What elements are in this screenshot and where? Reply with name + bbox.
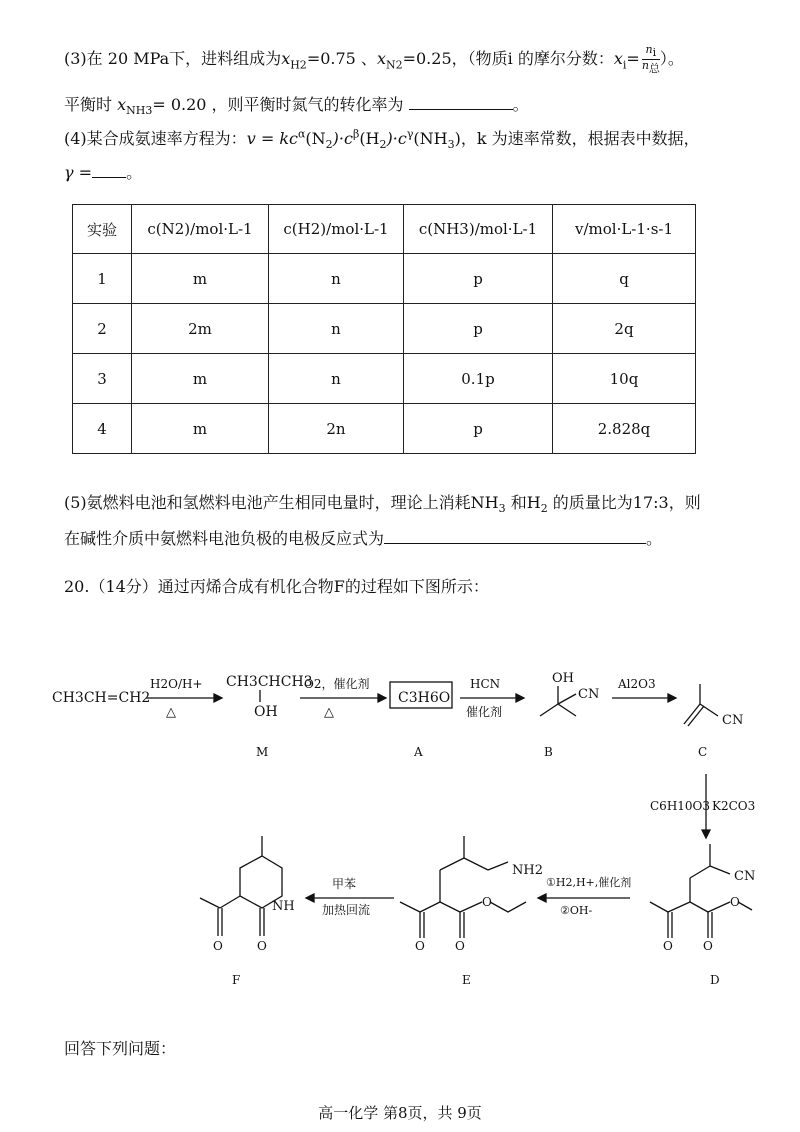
arrow7-solvent: 甲苯 <box>332 877 357 891</box>
m-hydroxyl: OH <box>254 704 278 720</box>
table-header-row <box>73 205 696 254</box>
label-f: F <box>232 973 241 987</box>
q4-line1: (4)某合成氨速率方程为：$v = kc^\alpha(N_2)\cdot c^\beta(H_2)\cdot c^\gamma(NH_3)$，k 为速率常数，根据表中数据， <box>64 127 700 152</box>
d-ester-o <box>708 902 730 912</box>
table-cell: 2q <box>553 304 696 354</box>
arrow1-head <box>214 694 222 702</box>
b-nitrile: CN <box>578 687 600 702</box>
d-nitrile: CN <box>734 869 756 884</box>
e-chain-2 <box>440 858 464 870</box>
answer-blank-conversion[interactable] <box>409 109 513 110</box>
table-cell: 3 <box>73 354 132 404</box>
arrow3-reagent: HCN <box>470 677 501 691</box>
propene-formula: CH3CH=CH2 <box>52 690 151 706</box>
arrow7-head <box>306 894 314 902</box>
arrow2-reagent: O2，催化剂 <box>304 677 370 691</box>
table-cell: 2.828q <box>553 404 696 454</box>
arrow2-condition: △ <box>324 705 334 720</box>
q4-line2: γ = 。 <box>64 163 143 182</box>
f-acyl-methyl <box>200 898 220 908</box>
arrow5-reagent: C6H10O3 <box>650 799 711 813</box>
f-acyl-bond <box>220 896 240 908</box>
table-header: c(NH3)/mol·L-1 <box>404 205 553 254</box>
e-ester-o-atom: O <box>482 895 492 909</box>
q3-line1: (3)在 20 MPa下，进料组成为$x_{H2}=0.75$ 、$x_{N2}=0.25$，（物质i 的摩尔分数：$x_i=$ $\frac{n_i}{n_总}$ ）。 <box>64 43 684 76</box>
mole-fraction: $\frac{n_i}{n_总}$ <box>641 43 660 76</box>
d-chain-2 <box>690 866 710 878</box>
b-cn-bond <box>558 694 576 704</box>
table-cell: m <box>132 404 269 454</box>
e-ester-co-o: O <box>455 939 465 953</box>
q3-line2: 平衡时 $x_{NH3}= 0.20$ ，则平衡时氮气的转化率为 。 <box>64 95 529 118</box>
answer-prompt: 回答下列问题： <box>64 1039 177 1058</box>
table-cell: m <box>132 254 269 304</box>
table-row <box>73 354 696 404</box>
arrow3-head <box>516 694 524 702</box>
arrow4-reagent: Al2O3 <box>618 677 656 691</box>
reaction-scheme <box>0 640 800 1000</box>
table-cell: 0.1p <box>404 354 553 404</box>
answer-blank-gamma[interactable] <box>92 177 126 178</box>
arrow1-condition: △ <box>166 705 176 720</box>
e-amine-bond <box>488 862 508 870</box>
arrow3-condition: 催化剂 <box>466 705 503 719</box>
q5-line2: 在碱性介质中氨燃料电池负极的电极反应式为 。 <box>64 529 663 548</box>
arrow2-head <box>378 694 386 702</box>
arrow1-reagent: H2O/H+ <box>150 677 203 691</box>
table-cell: p <box>404 304 553 354</box>
table-cell: n <box>269 354 404 404</box>
table-cell: 1 <box>73 254 132 304</box>
table-cell: n <box>269 254 404 304</box>
arrow6-reagent: ①H2,H+,催化剂 <box>546 876 632 889</box>
d-ketone-o: O <box>663 939 673 953</box>
table-cell: 4 <box>73 404 132 454</box>
arrow7-condition: 加热回流 <box>322 903 371 917</box>
e-ketone-o: O <box>415 939 425 953</box>
table-header: 实验 <box>73 205 132 254</box>
table-row <box>73 304 696 354</box>
label-e: E <box>462 973 471 987</box>
rate-data-table <box>72 204 696 454</box>
label-c: C <box>698 745 708 759</box>
table-cell: n <box>269 304 404 354</box>
arrow6-base: ②OH- <box>560 904 593 917</box>
e-chain-3 <box>464 858 488 870</box>
table-cell: 10q <box>553 354 696 404</box>
e-amine: NH2 <box>512 863 543 878</box>
q5-line1: (5)氨燃料电池和氢燃料电池产生相同电量时，理论上消耗$NH_3$ 和$H_2$ 的质量比为17:3，则 <box>64 493 701 516</box>
c-nitrile: CN <box>722 713 744 728</box>
e-ethyl <box>490 902 526 912</box>
table-cell: 2m <box>132 304 269 354</box>
f-lactam-nh: NH <box>272 899 295 914</box>
table-cell: m <box>132 354 269 404</box>
arrow6-head <box>538 894 546 902</box>
table-header: c(N2)/mol·L-1 <box>132 205 269 254</box>
answer-blank-electrode[interactable] <box>384 543 646 544</box>
page-footer: 高一化学 第8页，共 9页 <box>318 1104 482 1122</box>
label-m: M <box>256 745 269 759</box>
e-backbone <box>400 902 460 912</box>
label-d: D <box>710 973 720 987</box>
label-a: A <box>414 745 423 759</box>
m-formula: CH3CHCH3 <box>226 674 313 690</box>
arrow4-head <box>668 694 676 702</box>
f-ring <box>240 856 282 908</box>
d-cn-bond <box>710 866 730 874</box>
table-cell: p <box>404 254 553 304</box>
c-cn-bond <box>700 704 718 716</box>
b-skeleton <box>540 704 576 716</box>
table-header: v/mol·L-1·s-1 <box>553 205 696 254</box>
d-ester-tail <box>738 902 752 910</box>
table-header: c(H2)/mol·L-1 <box>269 205 404 254</box>
arrow5-base: K2CO3 <box>712 799 756 813</box>
question-20-title: 20.（14分）通过丙烯合成有机化合物F的过程如下图所示： <box>64 577 489 596</box>
d-ester-o-atom: O <box>730 895 740 909</box>
table-cell: p <box>404 404 553 454</box>
table-row <box>73 254 696 304</box>
table-cell: 2 <box>73 304 132 354</box>
table-row <box>73 404 696 454</box>
d-ester-co-o: O <box>703 939 713 953</box>
e-ester-o <box>460 902 482 912</box>
label-b: B <box>544 745 553 759</box>
table-cell: 2n <box>269 404 404 454</box>
d-backbone <box>650 902 708 912</box>
f-ketone-o: O <box>213 939 223 953</box>
f-lactam-o: O <box>257 939 267 953</box>
b-hydroxyl: OH <box>552 671 574 686</box>
arrow5-head <box>702 830 710 838</box>
a-formula: C3H6O <box>398 690 451 706</box>
table-cell: q <box>553 254 696 304</box>
